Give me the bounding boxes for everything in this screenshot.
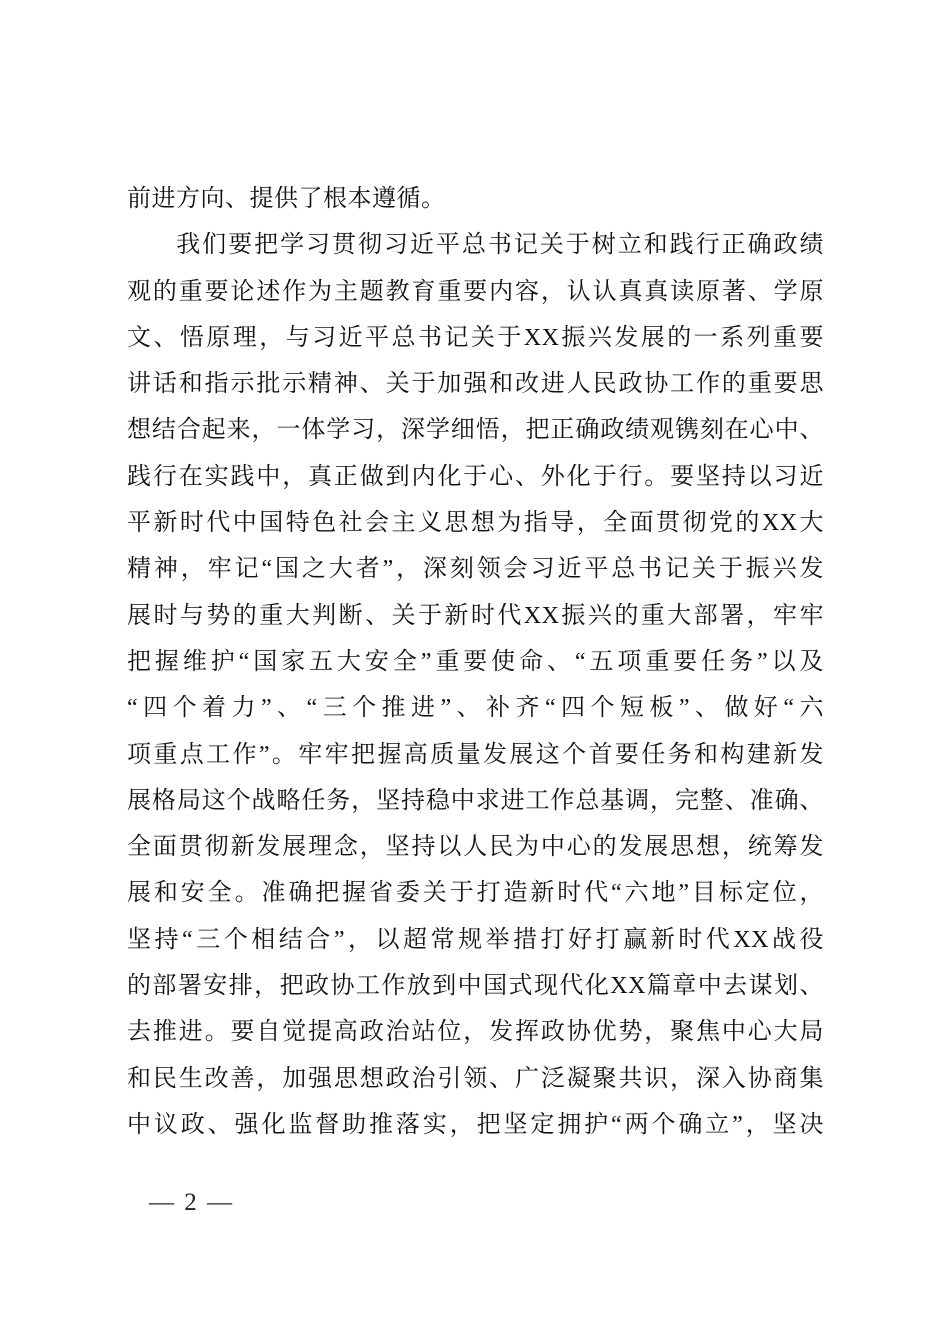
text-line: 践行在实践中，真正做到内化于心、外化于行。要坚持以习近: [127, 463, 824, 490]
document-body: [127, 176, 824, 1148]
text-line: 坚持“三个相结合”，以超常规举措打好打赢新时代XX战役: [127, 926, 824, 953]
text-line: 讲话和指示批示精神、关于加强和改进人民政协工作的重要思: [127, 371, 824, 398]
text-line: 把握维护“国家五大安全”重要使命、“五项重要任务”以及: [127, 648, 824, 675]
text-line: 我们要把学习贯彻习近平总书记关于树立和践行正确政绩: [176, 232, 824, 259]
text-line: “四个着力”、“三个推进”、补齐“四个短板”、做好“六: [127, 695, 824, 722]
text-line: 文、悟原理，与习近平总书记关于XX振兴发展的一系列重要: [127, 324, 824, 351]
text-line: 中议政、强化监督助推落实，把坚定拥护“两个确立”，坚决: [127, 1111, 824, 1138]
text-line: 前进方向、提供了根本遵循。: [127, 186, 446, 212]
text-line: 想结合起来，一体学习，深学细悟，把正确政绩观镌刻在心中、: [127, 417, 824, 444]
text-line: 观的重要论述作为主题教育重要内容，认认真真读原著、学原: [127, 278, 824, 305]
page-number: — 2 —: [149, 1189, 234, 1216]
text-line: 展和安全。准确把握省委关于打造新时代“六地”目标定位，: [127, 880, 824, 907]
text-line: 展格局这个战略任务，坚持稳中求进工作总基调，完整、准确、: [127, 787, 824, 814]
text-line: 去推进。要自觉提高政治站位，发挥政协优势，聚焦中心大局: [127, 1019, 824, 1046]
text-line: 展时与势的重大判断、关于新时代XX振兴的重大部署，牢牢: [127, 602, 824, 629]
text-line: 项重点工作”。牢牢把握高质量发展这个首要任务和构建新发: [127, 741, 824, 768]
text-line: 和民生改善，加强思想政治引领、广泛凝聚共识，深入协商集: [127, 1065, 824, 1092]
text-line: 的部署安排，把政协工作放到中国式现代化XX篇章中去谋划、: [127, 973, 824, 1000]
text-line: 平新时代中国特色社会主义思想为指导，全面贯彻党的XX大: [127, 510, 824, 537]
text-line: 精神，牢记“国之大者”，深刻领会习近平总书记关于振兴发: [127, 556, 824, 583]
text-line: 全面贯彻新发展理念，坚持以人民为中心的发展思想，统筹发: [127, 834, 824, 861]
